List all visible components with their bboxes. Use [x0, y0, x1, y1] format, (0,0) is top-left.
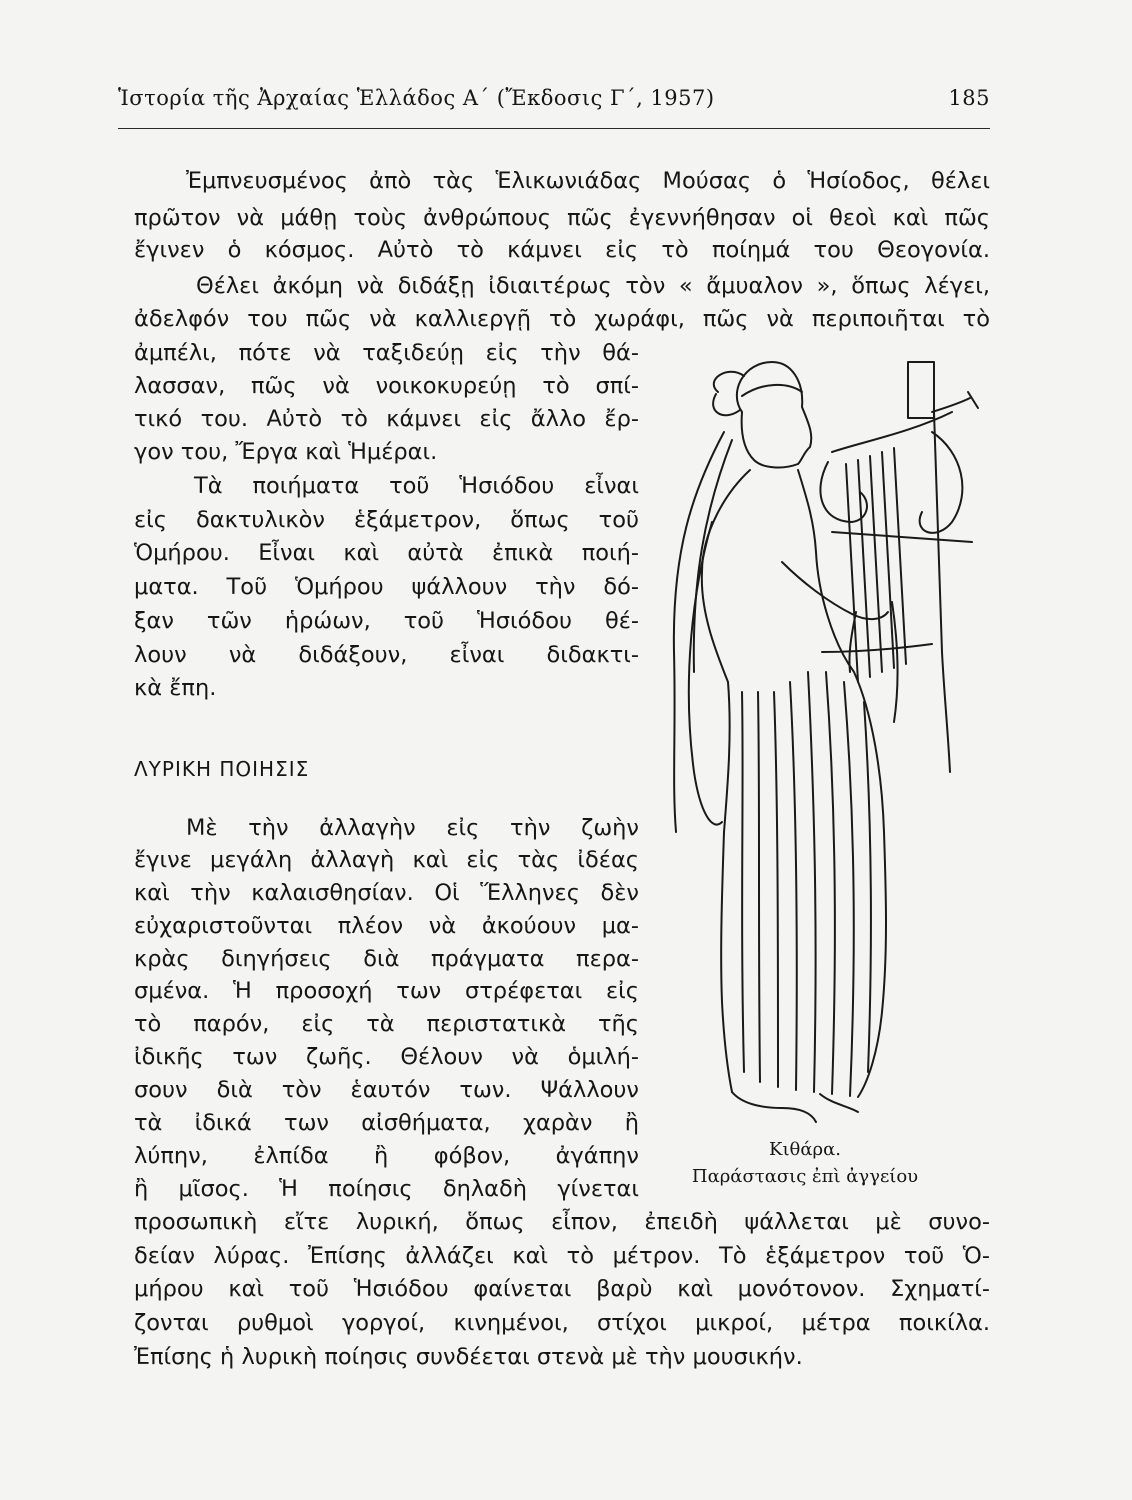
text-line: τὸ παρόν, εἰς τὰ περιστατικὰ τῆς — [134, 1011, 639, 1037]
sleeve-drape — [689, 522, 722, 825]
text-line: Ὁμήρου. Εἶναι καὶ αὐτὰ ἐπικὰ ποιή- — [134, 540, 639, 566]
text-line: τὰ ἰδικά των αἰσθήματα, χαρὰν ἢ — [134, 1110, 639, 1136]
kithara-crossbar-end — [932, 392, 978, 412]
text-line: μήρου καὶ τοῦ Ἡσιόδου φαίνεται βαρὺ καὶ μονότονον. Σχηματί- — [134, 1276, 990, 1302]
figure-caption-title: Κιθάρα. — [769, 1139, 841, 1160]
text-line: ζονται ρυθμοὶ γοργοί, κινημένοι, στίχοι μικροί, μέτρα ποικίλα. — [134, 1310, 990, 1336]
text-line: Ἐμπνευσμένος ἀπὸ τὰς Ἑλικωνιάδας Μούσας ὁ Ἡσίοδος, θέλει — [186, 168, 990, 194]
text-line: κρὰς διηγήσεις διὰ πράγματα περα- — [134, 946, 639, 972]
text-line: ἰδικῆς των ζωῆς. Θέλουν νὰ ὁμιλή- — [134, 1044, 639, 1070]
kithara-bridge — [832, 532, 972, 542]
kithara-arm-right — [920, 432, 963, 533]
page-number: 185 — [948, 86, 990, 110]
robe-fold — [826, 672, 835, 1094]
kithara-ribbon — [934, 412, 950, 772]
robe-fold — [758, 692, 760, 1082]
text-line: σουν διὰ τὸν ἑαυτόν των. Ψάλλουν — [134, 1077, 639, 1103]
text-line: πρῶτον νὰ μάθῃ τοὺς ἀνθρώπους πῶς ἐγεννήθησαν οἱ θεοὶ καὶ πῶς — [134, 205, 990, 231]
robe-fold — [808, 672, 816, 1092]
forearm — [782, 562, 888, 619]
text-line: καὶ τὴν καλαισθησίαν. Οἱ Ἕλληνες δὲν — [134, 880, 639, 906]
text-line: Μὲ τὴν ἀλλαγὴν εἰς τὴν ζωὴν — [186, 815, 639, 841]
text-line: Ἐπίσης ἡ λυρικὴ ποίησις συνδέεται στενὰ μὲ τὴν μουσικήν. — [134, 1344, 803, 1370]
section-heading: ΛΥΡΙΚΗ ΠΟΙΗΣΙΣ — [134, 757, 310, 781]
foot — [732, 1092, 816, 1122]
header-rule — [118, 128, 990, 129]
text-line: γον του, Ἔργα καὶ Ἡμέραι. — [134, 439, 438, 465]
headband — [742, 385, 802, 396]
text-line: ξαν τῶν ἡρώων, τοῦ Ἡσιόδου θέ- — [134, 608, 639, 634]
figure-caption-subtitle: Παράστασις ἐπὶ ἀγγείου — [691, 1166, 919, 1187]
text-line: Θέλει ἀκόμη νὰ διδάξῃ ἰδιαιτέρως τὸν « ἄμυαλον », ὅπως λέγει, — [196, 273, 990, 299]
text-line: εἰς δακτυλικὸν ἑξάμετρον, ὅπως τοῦ — [134, 507, 639, 533]
text-line: σμένα. Ἡ προσοχή των στρέφεται εἰς — [134, 978, 639, 1004]
veil-line — [674, 432, 724, 832]
foot — [820, 1094, 858, 1112]
text-line: ἀδελφόν του πῶς νὰ καλλιεργῇ τὸ χωράφι, πῶς νὰ περιποιῆται τὸ — [134, 306, 990, 332]
text-line: ἀμπέλι, πότε νὰ ταξιδεύῃ εἰς τὴν θά- — [134, 340, 639, 366]
text-line: προσωπικὴ εἴτε λυρική, ὅπως εἶπον, ἐπειδὴ ψάλλεται μὲ συνο- — [134, 1209, 990, 1235]
robe-fold — [844, 682, 854, 1096]
text-line: ἔγινεν ὁ κόσμος. Αὐτὸ τὸ κάμνει εἰς τὸ ποίημά του Θεογονία. — [134, 237, 990, 263]
running-header — [118, 86, 990, 110]
text-line: λύπην, ἐλπίδα ἢ φόβον, ἀγάπην — [134, 1143, 639, 1169]
text-line: ματα. Τοῦ Ὁμήρου ψάλλουν τὴν δό- — [134, 574, 639, 600]
text-line: Τὰ ποιήματα τοῦ Ἡσιόδου εἶναι — [194, 473, 639, 499]
text-line: λασσαν, πῶς νὰ νοικοκυρεύῃ τὸ σπί- — [134, 373, 639, 399]
text-line: ἢ μῖσος. Ἡ ποίησις δηλαδὴ γίνεται — [134, 1176, 639, 1202]
robe-fold — [864, 702, 871, 1072]
running-title: Ἱστορία τῆς Ἀρχαίας Ἑλλάδος Α΄ (Ἔκδοσις Γ΄, 1957) — [118, 86, 715, 110]
head-outline — [737, 362, 811, 467]
kithara-player-drawing — [632, 352, 992, 1132]
robe-fold — [790, 682, 797, 1090]
robe-fold — [774, 692, 778, 1087]
text-line: εὐχαριστοῦνται πλέον νὰ ἀκούουν μα- — [134, 913, 639, 939]
veil-line — [694, 440, 732, 672]
text-line: λουν νὰ διδάξουν, εἶναι διδακτι- — [134, 642, 639, 668]
text-line: τικό του. Αὐτὸ τὸ κάμνει εἰς ἄλλο ἔρ- — [134, 406, 639, 432]
kithara-peg — [908, 362, 934, 418]
robe-front — [798, 470, 886, 1097]
text-line: ἔγινε μεγάλη ἀλλαγὴ καὶ εἰς τὰς ἰδέας — [134, 847, 639, 873]
text-line: κὰ ἔπη. — [134, 675, 217, 701]
robe-fold — [742, 692, 744, 1072]
text-line: δείαν λύρας. Ἐπίσης ἀλλάζει καὶ τὸ μέτρον. Τὸ ἑξάμετρον τοῦ Ὁ- — [134, 1243, 990, 1269]
